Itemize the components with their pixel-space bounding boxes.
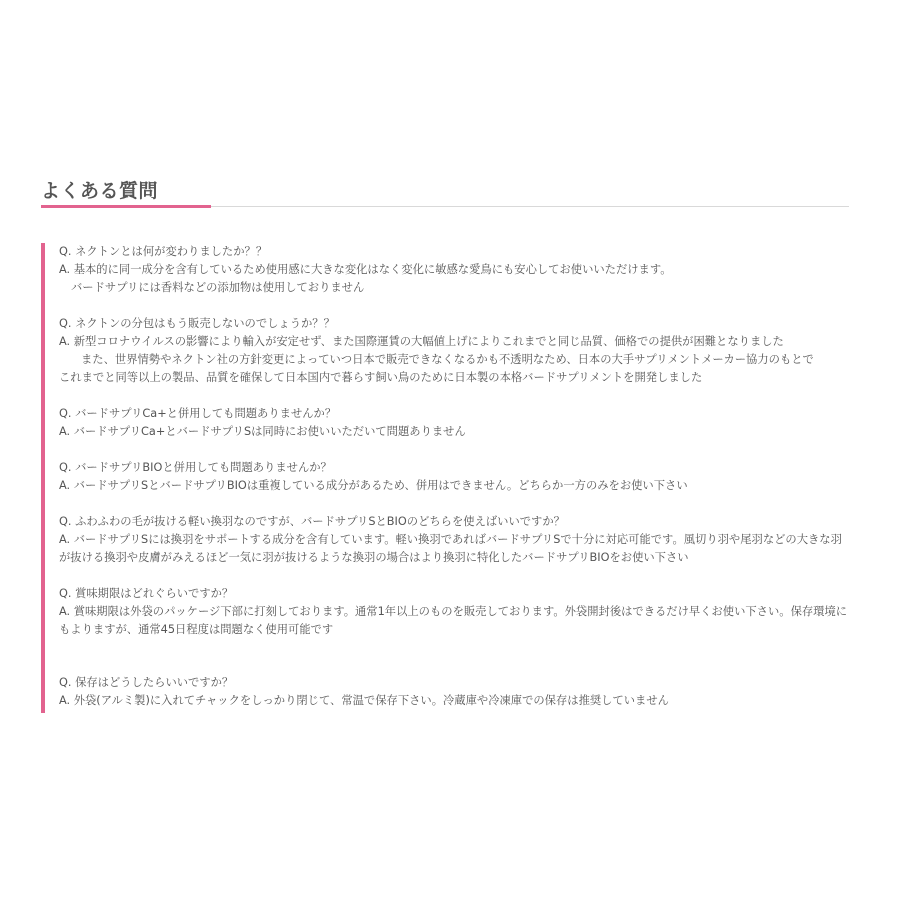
faq-header [41,176,849,208]
faq-item [59,243,853,297]
faq-answer: A. 新型コロナウイルスの影響により輸入が安定せず、また国際運賃の大幅値上げによりこれまでと同じ品質、価格での提供が困難となりました [59,335,784,348]
heading-accent-underline [41,205,211,208]
faq-list [41,243,853,713]
faq-question: Q. 保存はどうしたらいいですか？ [59,676,234,689]
faq-item [59,459,853,495]
faq-answer: A. バードサプリCa+とバードサプリSは同時にお使いいただいて問題ありません [59,425,466,438]
faq-answer: A. バードサプリSとバードサプリBIOは重複している成分があるため、併用はできません。どちらか一方のみをお使い下さい [59,479,688,492]
faq-question: Q. ネクトンの分包はもう販売しないのでしょうか？？ [59,317,335,330]
faq-item [59,513,853,567]
faq-answer-cont: これまでと同等以上の製品、品質を確保して日本国内で暮らす飼い鳥のために日本製の本格バードサプリメントを開発しました [59,371,703,384]
faq-answer: A. 外袋(アルミ製)に入れてチャックをしっかり閉じて、常温で保存下さい。冷蔵庫や冷凍庫での保存は推奨していません [59,694,669,707]
faq-item [59,315,853,387]
faq-item [59,405,853,441]
faq-question: Q. 賞味期限はどれぐらいですか？ [59,587,234,600]
faq-question: Q. バードサプリBIOと併用しても問題ありませんか？ [59,461,332,474]
page-title: よくある質問 [41,180,159,202]
faq-question: Q. バードサプリCa+と併用しても問題ありませんか？ [59,407,337,420]
faq-item [59,674,853,710]
faq-answer-cont: バードサプリには香料などの添加物は使用しておりません [71,281,365,294]
faq-item [59,585,853,639]
faq-answer: A. バードサプリSには換羽をサポートする成分を含有しています。軽い換羽であればバードサプリSで十分に対応可能です。風切り羽や尾羽などの大きな羽が抜ける換羽や皮膚がみえるほど一気に羽が抜けるような換羽の場合はより換羽に特化したバードサプリBIOをお使い下さい [59,533,842,564]
faq-answer: A. 基本的に同一成分を含有しているため使用感に大きな変化はなく変化に敏感な愛鳥にも安心してお使いいただけます。 [59,263,672,276]
faq-question: Q. ふわふわの毛が抜ける軽い換羽なのですが、バードサプリSとBIOのどちらを使えばいいですか？ [59,515,565,528]
faq-answer: A. 賞味期限は外袋のパッケージ下部に打刻しております。通常1年以上のものを販売しております。外袋開封後はできるだけ早くお使い下さい。保存環境にもよりますが、通常45日程度は問題なく使用可能です [59,605,848,636]
faq-question: Q. ネクトンとは何が変わりましたか？？ [59,245,268,258]
faq-answer-cont: また、世界情勢やネクトン社の方針変更によっていつ日本で販売できなくなるかも不透明なため、日本の大手サプリメントメーカー協力のもとで [81,353,814,366]
